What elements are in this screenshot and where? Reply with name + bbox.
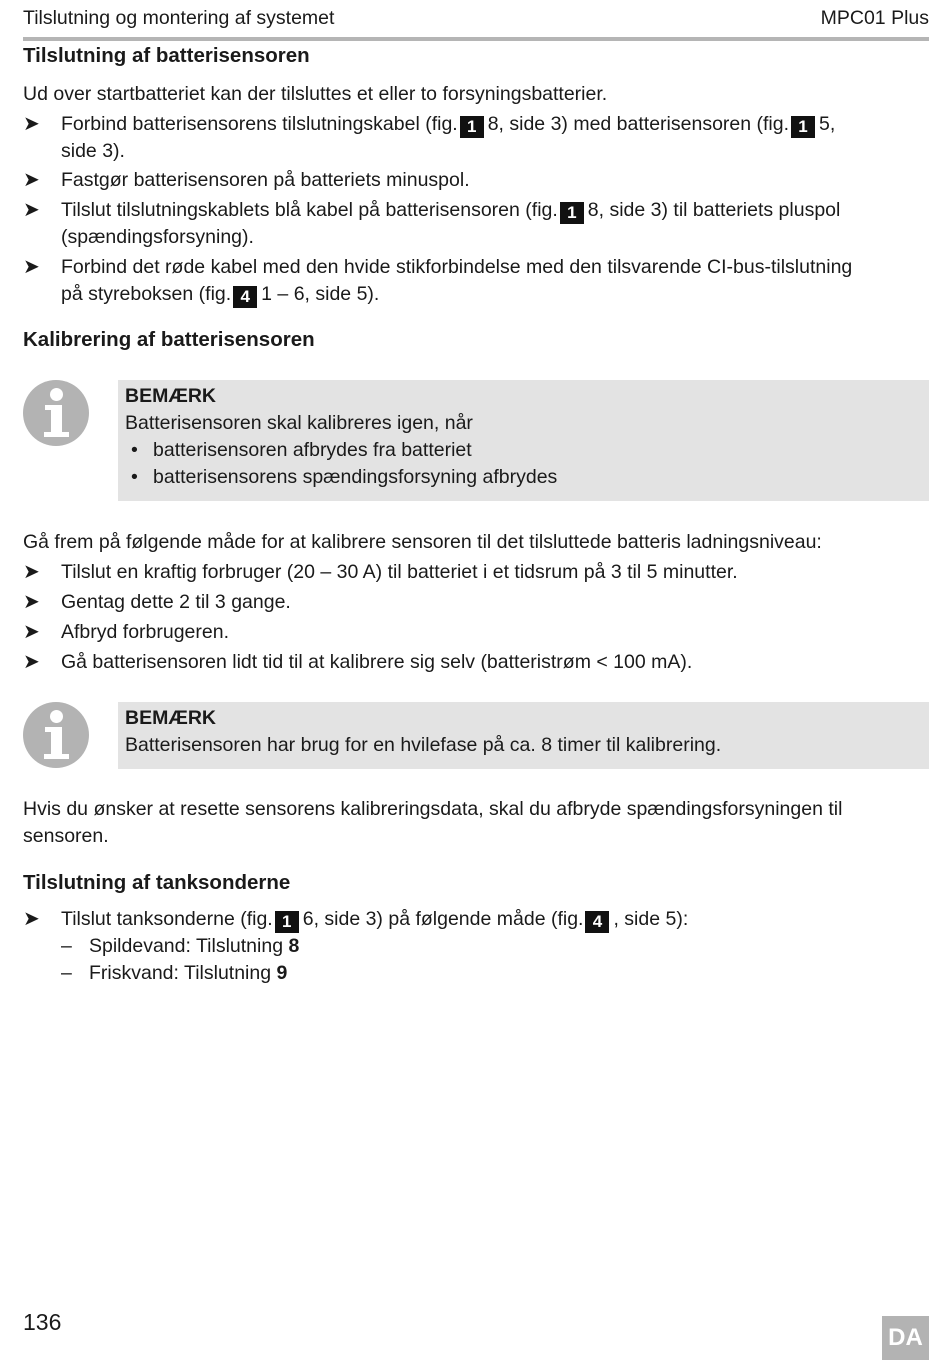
info-icon — [23, 702, 89, 768]
arrowhead-bullet-icon: ➤ — [23, 591, 40, 613]
instruction-item: ➤ Forbind det røde kabel med den hvide stikforbindelse med den tilsvarende CI-bus-tilslutning på styreboksen (fig. 4 1 – 6, side 5). — [23, 256, 853, 306]
instruction-item: ➤ Gentag dette 2 til 3 gange. — [23, 589, 929, 616]
section-heading-tank-probes: Tilslutning af tanksonderne — [23, 871, 291, 894]
arrowhead-bullet-icon: ➤ — [23, 621, 40, 643]
arrowhead-bullet-icon: ➤ — [23, 199, 40, 221]
instruction-item: ➤ Tilslut tanksonderne (fig. 1 6, side 3) på følgende måde (fig. 4 , side 5): — [23, 908, 689, 931]
note-box — [118, 380, 929, 501]
figure-ref-badge: 1 — [560, 202, 584, 224]
header-chapter-title: Tilslutning og montering af systemet — [23, 7, 335, 29]
paragraph-intro: Ud over startbatteriet kan der tilsluttes et eller to forsyningsbatterier. — [23, 83, 608, 105]
instruction-item: ➤ Afbryd forbrugeren. — [23, 619, 929, 646]
instruction-item: ➤ Tilslut en kraftig forbruger (20 – 30 A) til batteriet i et tidsrum på 3 til 5 minutter. — [23, 559, 929, 586]
arrowhead-bullet-icon: ➤ — [23, 651, 40, 673]
paragraph-calibration-intro: Gå frem på følgende måde for at kalibrere sensoren til det tilsluttede batteris ladningsniveau: — [23, 531, 822, 553]
note-list-item: • batterisensorens spændingsforsyning afbrydes — [125, 464, 929, 491]
paragraph-reset: Hvis du ønsker at resette sensorens kalibreringsdata, skal du afbryde spændingsforsyningen til sensoren. — [23, 798, 843, 847]
figure-ref-badge: 1 — [791, 116, 815, 138]
section-heading-battery-sensor: Tilslutning af batterisensoren — [23, 44, 310, 67]
figure-ref-badge: 4 — [233, 286, 257, 308]
note-title: BEMÆRK — [125, 385, 216, 407]
arrowhead-bullet-icon: ➤ — [23, 113, 40, 135]
note-box — [118, 702, 929, 769]
arrowhead-bullet-icon: ➤ — [23, 561, 40, 583]
page-header — [23, 7, 929, 35]
header-rule — [23, 37, 929, 41]
arrowhead-bullet-icon: ➤ — [23, 256, 40, 278]
instruction-item: ➤ Tilslut tilslutningskablets blå kabel på batterisensoren (fig. 1 8, side 3) til batteriets pluspol (spændingsforsyning). — [23, 199, 841, 248]
figure-ref-badge: 1 — [275, 911, 299, 933]
page-number: 136 — [23, 1309, 62, 1335]
note-text: Batterisensoren skal kalibreres igen, når — [125, 412, 473, 434]
note-title: BEMÆRK — [125, 707, 216, 729]
note-list-item: • batterisensoren afbrydes fra batteriet — [125, 437, 929, 464]
header-product-name: MPC01 Plus — [820, 7, 929, 29]
sub-list-item: – Spildevand: Tilslutning 8 — [61, 935, 300, 957]
arrowhead-bullet-icon: ➤ — [23, 169, 40, 191]
sub-list-item: – Friskvand: Tilslutning 9 — [61, 962, 288, 984]
instruction-item: ➤ Fastgør batterisensoren på batteriets minuspol. — [23, 167, 929, 194]
figure-ref-badge: 4 — [585, 911, 609, 933]
arrowhead-bullet-icon: ➤ — [23, 908, 40, 930]
language-badge: DA — [882, 1316, 929, 1360]
instruction-item: ➤ Forbind batterisensorens tilslutningskabel (fig. 1 8, side 3) med batterisensoren (fig. 1 5, side 3). — [23, 113, 836, 162]
instruction-item: ➤ Gå batterisensoren lidt tid til at kalibrere sig selv (batteristrøm < 100 mA). — [23, 649, 929, 676]
section-heading-calibration: Kalibrering af batterisensoren — [23, 328, 315, 351]
figure-ref-badge: 1 — [460, 116, 484, 138]
note-text: Batterisensoren har brug for en hvilefase på ca. 8 timer til kalibrering. — [125, 734, 722, 756]
info-icon — [23, 380, 89, 446]
